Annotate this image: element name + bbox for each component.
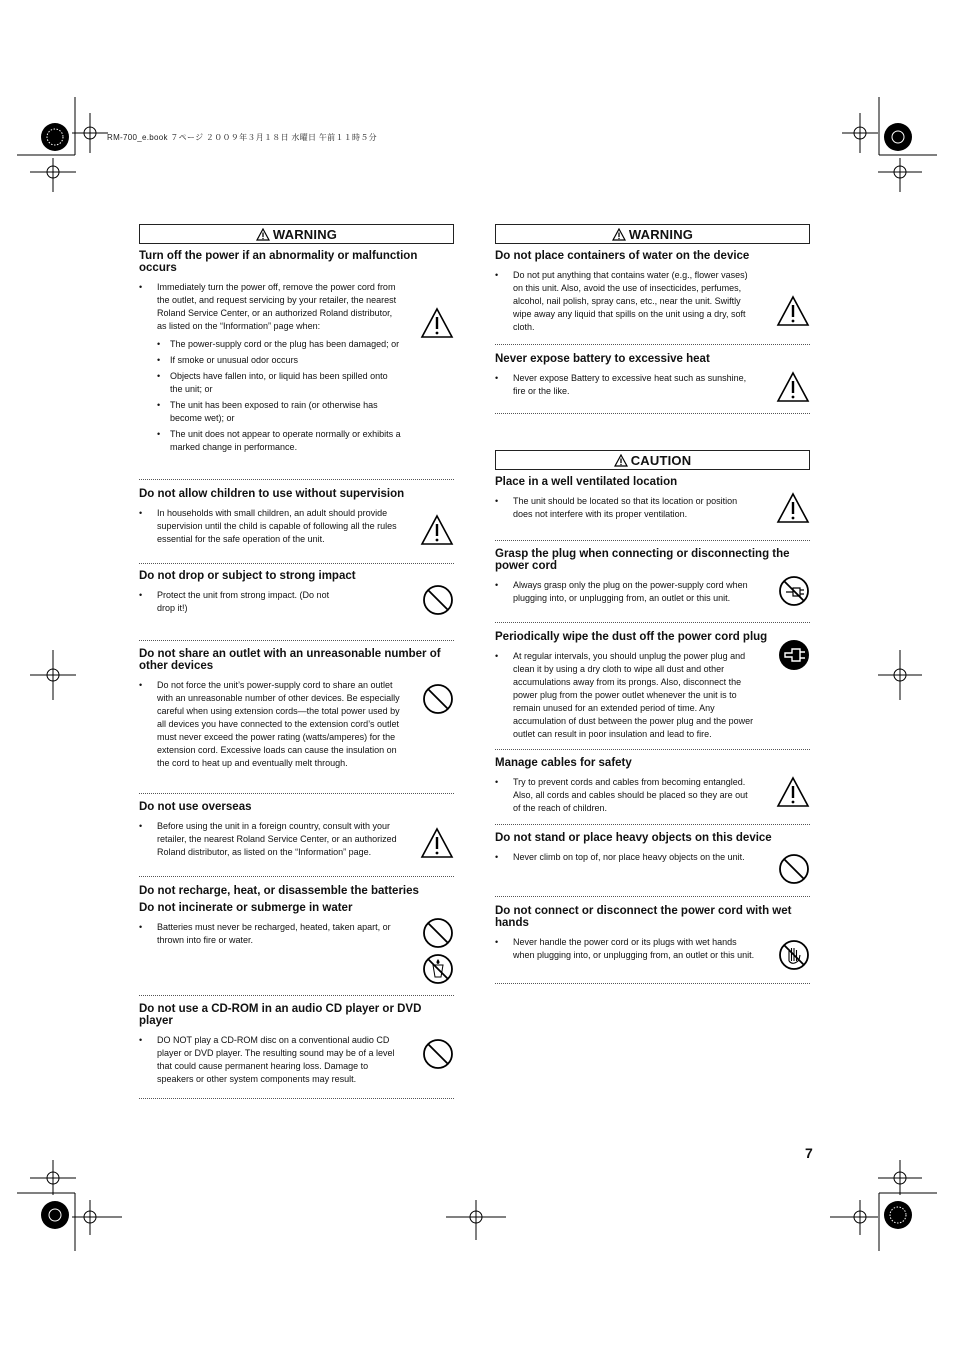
section-title: Do not recharge, heat, or disassemble the batteries (139, 885, 419, 897)
warning-banner (495, 224, 810, 244)
warning-banner-label: WARNING (272, 226, 338, 242)
list-item: • At regular intervals, you should unplug the power plug and clean it by using a dry cloth to wipe all dust and other accumulations away from its prongs. Also, disconnect the power plug from the power outlet whenever the unit is to remain unused for an extended period of time. Any accumulation of dust between the power plug and the power outlet can result in poor insulation and lead to fire. (495, 650, 757, 741)
caution-banner (495, 450, 810, 470)
section-title: Never expose battery to excessive heat (495, 353, 710, 365)
list-subitem: • If smoke or unusual odor occurs (139, 354, 401, 367)
section-title: Do not place containers of water on the device (495, 250, 750, 262)
list-item: • Never handle the power cord or its plugs with wet hands when plugging into, or unplugging from, an outlet or this unit. (495, 936, 757, 962)
section-water-containers (495, 250, 810, 345)
list-item: • In households with small children, an adult should provide supervision until the child is capable of following all the rules essential for the safe operation of the unit. (139, 507, 401, 546)
no-wet-hands-icon (778, 939, 810, 971)
section-heavy-objects (495, 825, 810, 897)
section-children (139, 480, 454, 564)
prohibited-icon (422, 683, 454, 715)
warning-icon (776, 295, 810, 327)
section-ventilation (495, 476, 810, 541)
list-item: • DO NOT play a CD-ROM disc on a conventional audio CD player or DVD player. The resulting sound may be of a level that could cause permanent hearing loss. Damage to speakers or other system components may result. (139, 1034, 401, 1086)
warning-icon (420, 307, 454, 339)
list-item: • Never expose Battery to excessive heat such as sunshine, fire or the like. (495, 372, 757, 398)
unplug-icon (778, 639, 810, 671)
prohibited-icon (422, 1038, 454, 1070)
section-title: Place in a well ventilated location (495, 476, 678, 488)
section-wipe-dust (495, 623, 810, 750)
section-batteries (139, 877, 454, 996)
section-title: Do not stand or place heavy objects on this device (495, 832, 772, 844)
list-subitem: • The unit does not appear to operate normally or exhibits a marked change in performance. (139, 428, 401, 454)
warning-icon (776, 371, 810, 403)
section-title: Do not use overseas (139, 801, 252, 813)
list-item: • Protect the unit from strong impact. (Do not drop it!) (139, 589, 339, 615)
section-title: Manage cables for safety (495, 757, 632, 769)
warning-icon (420, 514, 454, 546)
list-item: • Never climb on top of, nor place heavy objects on the unit. (495, 851, 757, 864)
no-water-icon (422, 953, 454, 985)
list-item: • Immediately turn the power off, remove the power cord from the outlet, and request servicing by your retailer, the nearest Roland Service Center, or an authorized Roland distributor, as listed on the “Information” page when: (139, 281, 401, 333)
left-column (139, 224, 454, 1099)
section-title: Periodically wipe the dust off the power cord plug (495, 631, 768, 643)
section-battery-heat (495, 345, 810, 414)
section-title: Do not share an outlet with an unreasonable number of other devices (139, 648, 441, 672)
section-title: Do not connect or disconnect the power cord with wet hands (495, 905, 792, 929)
section-title: Do not drop or subject to strong impact (139, 570, 356, 582)
right-column (495, 224, 810, 984)
list-subitem: • The power-supply cord or the plug has been damaged; or (139, 338, 401, 351)
list-item: • Batteries must never be recharged, heated, taken apart, or thrown into fire or water. (139, 921, 401, 947)
section-drop (139, 564, 454, 641)
no-pull-cord-icon (778, 575, 810, 607)
warning-icon (420, 827, 454, 859)
list-item: • Always grasp only the plug on the power-supply cord when plugging into, or unplugging from, an outlet or this unit. (495, 579, 757, 605)
section-overseas (139, 794, 454, 877)
section-title: Do not allow children to use without supervision (139, 488, 405, 500)
list-item: • Before using the unit in a foreign country, consult with your retailer, the nearest Roland Service Center, or an authorized Roland distributor, as listed on the “Information” page. (139, 820, 401, 859)
warning-banner-label: WARNING (628, 226, 694, 242)
warning-icon (776, 776, 810, 808)
list-subitem: • Objects have fallen into, or liquid has been spilled onto the unit; or (139, 370, 401, 396)
warning-triangle-icon (612, 228, 626, 241)
list-item: • The unit should be located so that its location or position does not interfere with its proper ventilation. (495, 495, 757, 521)
prohibited-icon (422, 917, 454, 949)
section-manage-cables (495, 750, 810, 825)
section-title: Do not use a CD-ROM in an audio CD player or DVD player (139, 1003, 422, 1027)
prohibited-icon (422, 584, 454, 616)
list-item: • Do not force the unit’s power-supply cord to share an outlet with an unreasonable number of other devices. Be especially careful when using extension cords—the total power used by all devices you have connected to the extension cord’s outlet must never exceed the power rating (watts/amperes) for the extension cord. Excessive loads can cause the insulation on the cord to heat up and eventually melt through. (139, 679, 401, 770)
section-title: Turn off the power if an abnormality or malfunction occurs (139, 250, 418, 274)
caution-banner-label: CAUTION (630, 452, 692, 468)
section-outlet (139, 641, 454, 794)
section-title: Grasp the plug when connecting or disconnecting the power cord (495, 548, 790, 572)
section-subtitle: Do not incinerate or submerge in water (139, 902, 353, 914)
list-item: • Try to prevent cords and cables from becoming entangled. Also, all cords and cables should be placed so they are out of the reach of children. (495, 776, 757, 815)
section-abnormality (139, 250, 454, 480)
warning-icon (776, 492, 810, 524)
print-stamp: RM-700_e.book ７ページ ２００９年３月１８日 水曜日 午前１１時５分 (107, 133, 377, 142)
warning-triangle-icon (614, 454, 628, 467)
warning-banner (139, 224, 454, 244)
prohibited-icon (778, 853, 810, 885)
page-number: 7 (805, 1145, 813, 1161)
list-subitem: • The unit has been exposed to rain (or otherwise has become wet); or (139, 399, 401, 425)
warning-triangle-icon (256, 228, 270, 241)
section-grasp-plug (495, 541, 810, 623)
section-cdrom (139, 996, 454, 1099)
list-item: • Do not put anything that contains water (e.g., flower vases) on this unit. Also, avoid the use of insecticides, perfumes, alcohol, nail polish, spray cans, etc., near the unit. Swiftly wipe away any liquid that spills on the unit using a dry, soft cloth. (495, 269, 757, 334)
section-wet-hands (495, 897, 810, 984)
